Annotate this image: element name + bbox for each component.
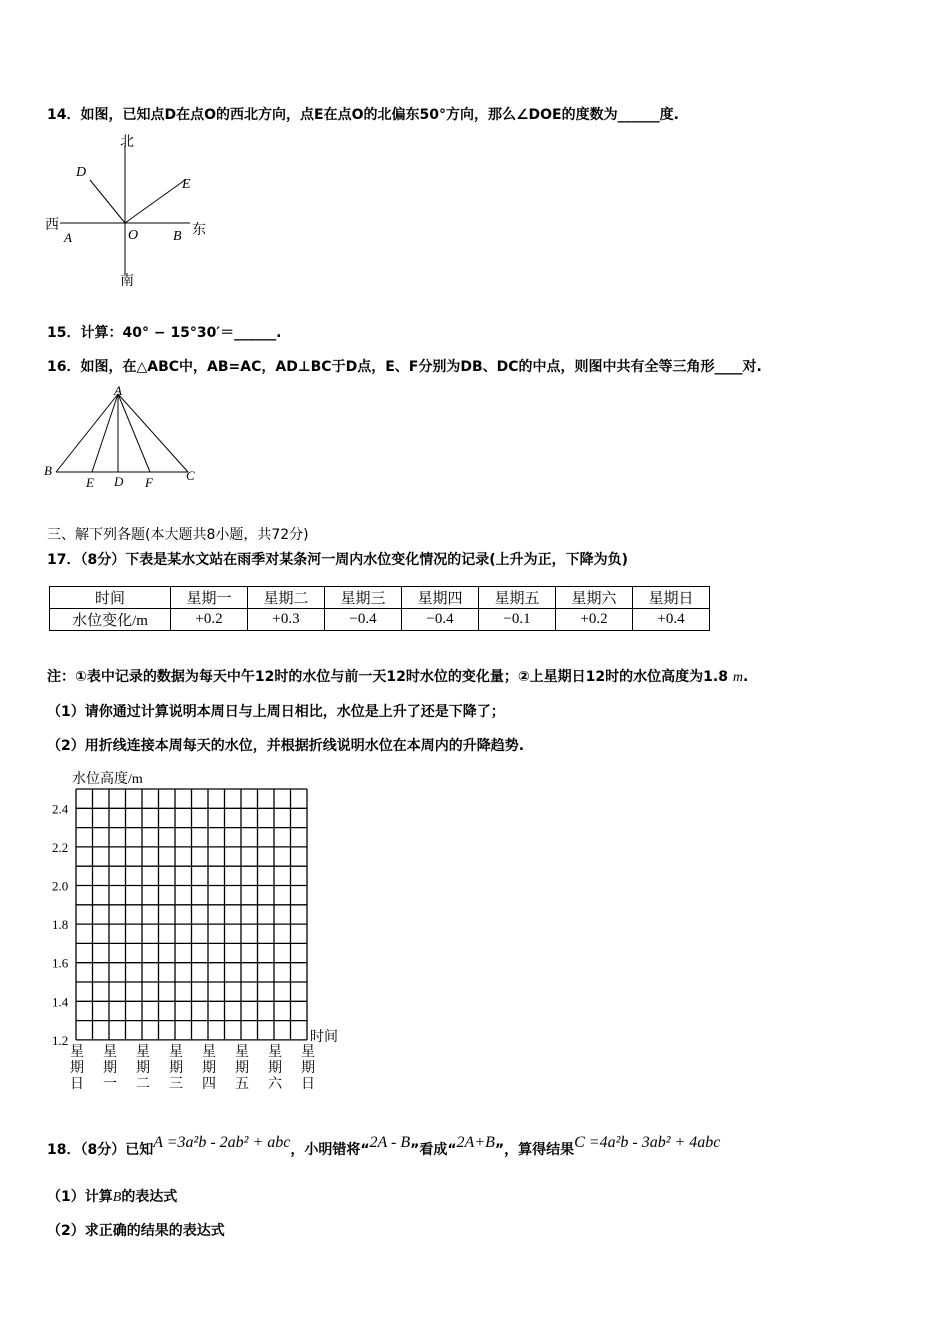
table-cell: −0.4 [325,609,402,631]
table-header-row [50,587,710,609]
x-tick-label: 二 [136,1076,150,1092]
table-cell: 星期一 [171,587,248,609]
q18-sub1 [47,1186,177,1206]
expr-wrong2: 2A+B [456,1134,495,1151]
q18-mid3: ”，算得结果 [494,1142,575,1158]
x-axis-label: 时间 [310,1030,338,1045]
x-tick-label: 期 [70,1060,84,1076]
y-tick-label: 1.2 [52,1032,69,1048]
x-tick-label: 星 [268,1044,282,1060]
note-text: 注：①表中记录的数据为每天中午12时的水位与前一天12时水位的变化量；②上星期日12时的水位高度为1.8 [47,669,728,685]
water-level-grid [40,765,360,1095]
var-B: B [112,1190,122,1205]
x-tick-label: 期 [301,1060,315,1076]
q16-stem: 16．如图，在△ABC中，AB=AC，AD⊥BC于D点，E、F分别为DB、DC的中点，则图中共有全等三角形 [47,359,715,375]
label-B: B [44,463,52,478]
q18-prefix: 18．（8分）已知 [47,1142,154,1158]
table-cell: 星期三 [325,587,402,609]
table-cell: 水位变化/m [50,609,171,631]
expr-wrong1: 2A - B [369,1134,411,1151]
q17-text: 17．（8分）下表是某水文站在雨季对某条河一周内水位变化情况的记录(上升为正，下降为负) [47,552,629,568]
label-C: C [186,468,195,483]
q14-compass-figure [40,130,220,290]
x-tick-label: 三 [169,1076,183,1092]
water-level-table [49,586,710,631]
label-D: D [114,474,124,489]
label-south: 南 [120,274,134,289]
label-E: E [86,475,94,490]
q15-blank: ______ [234,325,277,341]
x-tick-label: 期 [268,1060,282,1076]
q16-blank: ____ [714,359,743,375]
label-A: A [114,383,122,398]
x-tick-label: 期 [103,1060,117,1076]
note-unit: m [732,670,743,685]
x-tick-label: 星 [103,1044,117,1060]
x-tick-label: 星 [136,1044,150,1060]
q17-sub1: （1）请你通过计算说明本周日与上周日相比，水位是上升了还是下降了； [47,704,505,720]
y-tick-label: 1.8 [52,917,69,933]
q16-end: 对. [742,359,762,375]
y-tick-label: 1.4 [52,994,69,1010]
x-tick-label: 星 [235,1044,249,1060]
x-tick-label: 日 [70,1076,84,1092]
y-tick-label: 2.4 [52,801,69,817]
label-west: 西 [45,218,59,233]
table-row [50,609,710,631]
q14-end: 度. [659,107,679,123]
sub1-a: （1）计算 [47,1189,113,1205]
table-cell: 星期日 [633,587,710,609]
q14-stem: 14．如图，已知点D在点O的西北方向，点E在点O的北偏东50°方向，那么∠DOE的度数为 [47,107,618,123]
table-cell: +0.4 [633,609,710,631]
table-cell: +0.2 [556,609,633,631]
q14-text [47,104,679,124]
label-A: A [64,230,72,245]
expr-A: A =3a²b - 2ab² + abc [153,1134,291,1151]
x-tick-label: 五 [235,1076,249,1092]
y-axis-label: 水位高度/m [72,772,143,787]
q18-mid2: ”看成“ [410,1142,457,1158]
q15-end: . [276,325,282,341]
x-tick-label: 四 [202,1076,216,1092]
x-tick-label: 星 [202,1044,216,1060]
q15-text [47,322,281,342]
table-cell: 星期二 [248,587,325,609]
label-E: E [182,177,191,192]
label-D: D [76,165,87,180]
x-tick-label: 期 [202,1060,216,1076]
q17-note [47,666,748,686]
section-heading: 三、解下列各题(本大题共8小题，共72分) [47,527,309,543]
label-east: 东 [192,223,206,238]
x-tick-label: 一 [103,1076,117,1092]
table-cell: +0.2 [171,609,248,631]
table-cell: −0.1 [479,609,556,631]
table-cell: +0.3 [248,609,325,631]
q18-sub2: （2）求正确的结果的表达式 [47,1223,225,1239]
x-tick-label: 星 [301,1044,315,1060]
q18-mid1: ，小明错将“ [290,1142,370,1158]
note-end: . [742,669,749,685]
q14-blank: ______ [617,107,660,123]
expr-C: C =4a²b - 3ab² + 4abc [574,1134,721,1151]
table-cell: 星期五 [479,587,556,609]
y-tick-label: 2.2 [52,839,69,855]
label-F: F [145,475,153,490]
x-tick-label: 星 [169,1044,183,1060]
q15-stem: 15．计算：40° − 15°30′＝ [47,325,235,341]
y-tick-label: 1.6 [52,955,69,971]
table-cell: 星期六 [556,587,633,609]
x-tick-label: 期 [235,1060,249,1076]
label-O: O [128,228,139,243]
q18-text [47,1134,721,1159]
q16-triangle-figure [40,382,210,492]
y-tick-label: 2.0 [52,878,69,894]
table-cell: 星期四 [402,587,479,609]
q16-text [47,356,762,376]
label-north: 北 [120,135,134,150]
label-B: B [173,229,182,244]
x-tick-label: 六 [268,1076,282,1092]
table-cell: −0.4 [402,609,479,631]
x-tick-label: 期 [136,1060,150,1076]
x-tick-label: 星 [70,1044,84,1060]
x-tick-label: 日 [301,1076,315,1092]
x-tick-label: 期 [169,1060,183,1076]
sub1-b: 的表达式 [121,1189,178,1205]
q17-sub2: （2）用折线连接本周每天的水位，并根据折线说明水位在本周内的升降趋势. [47,738,525,754]
table-cell: 时间 [50,587,171,609]
